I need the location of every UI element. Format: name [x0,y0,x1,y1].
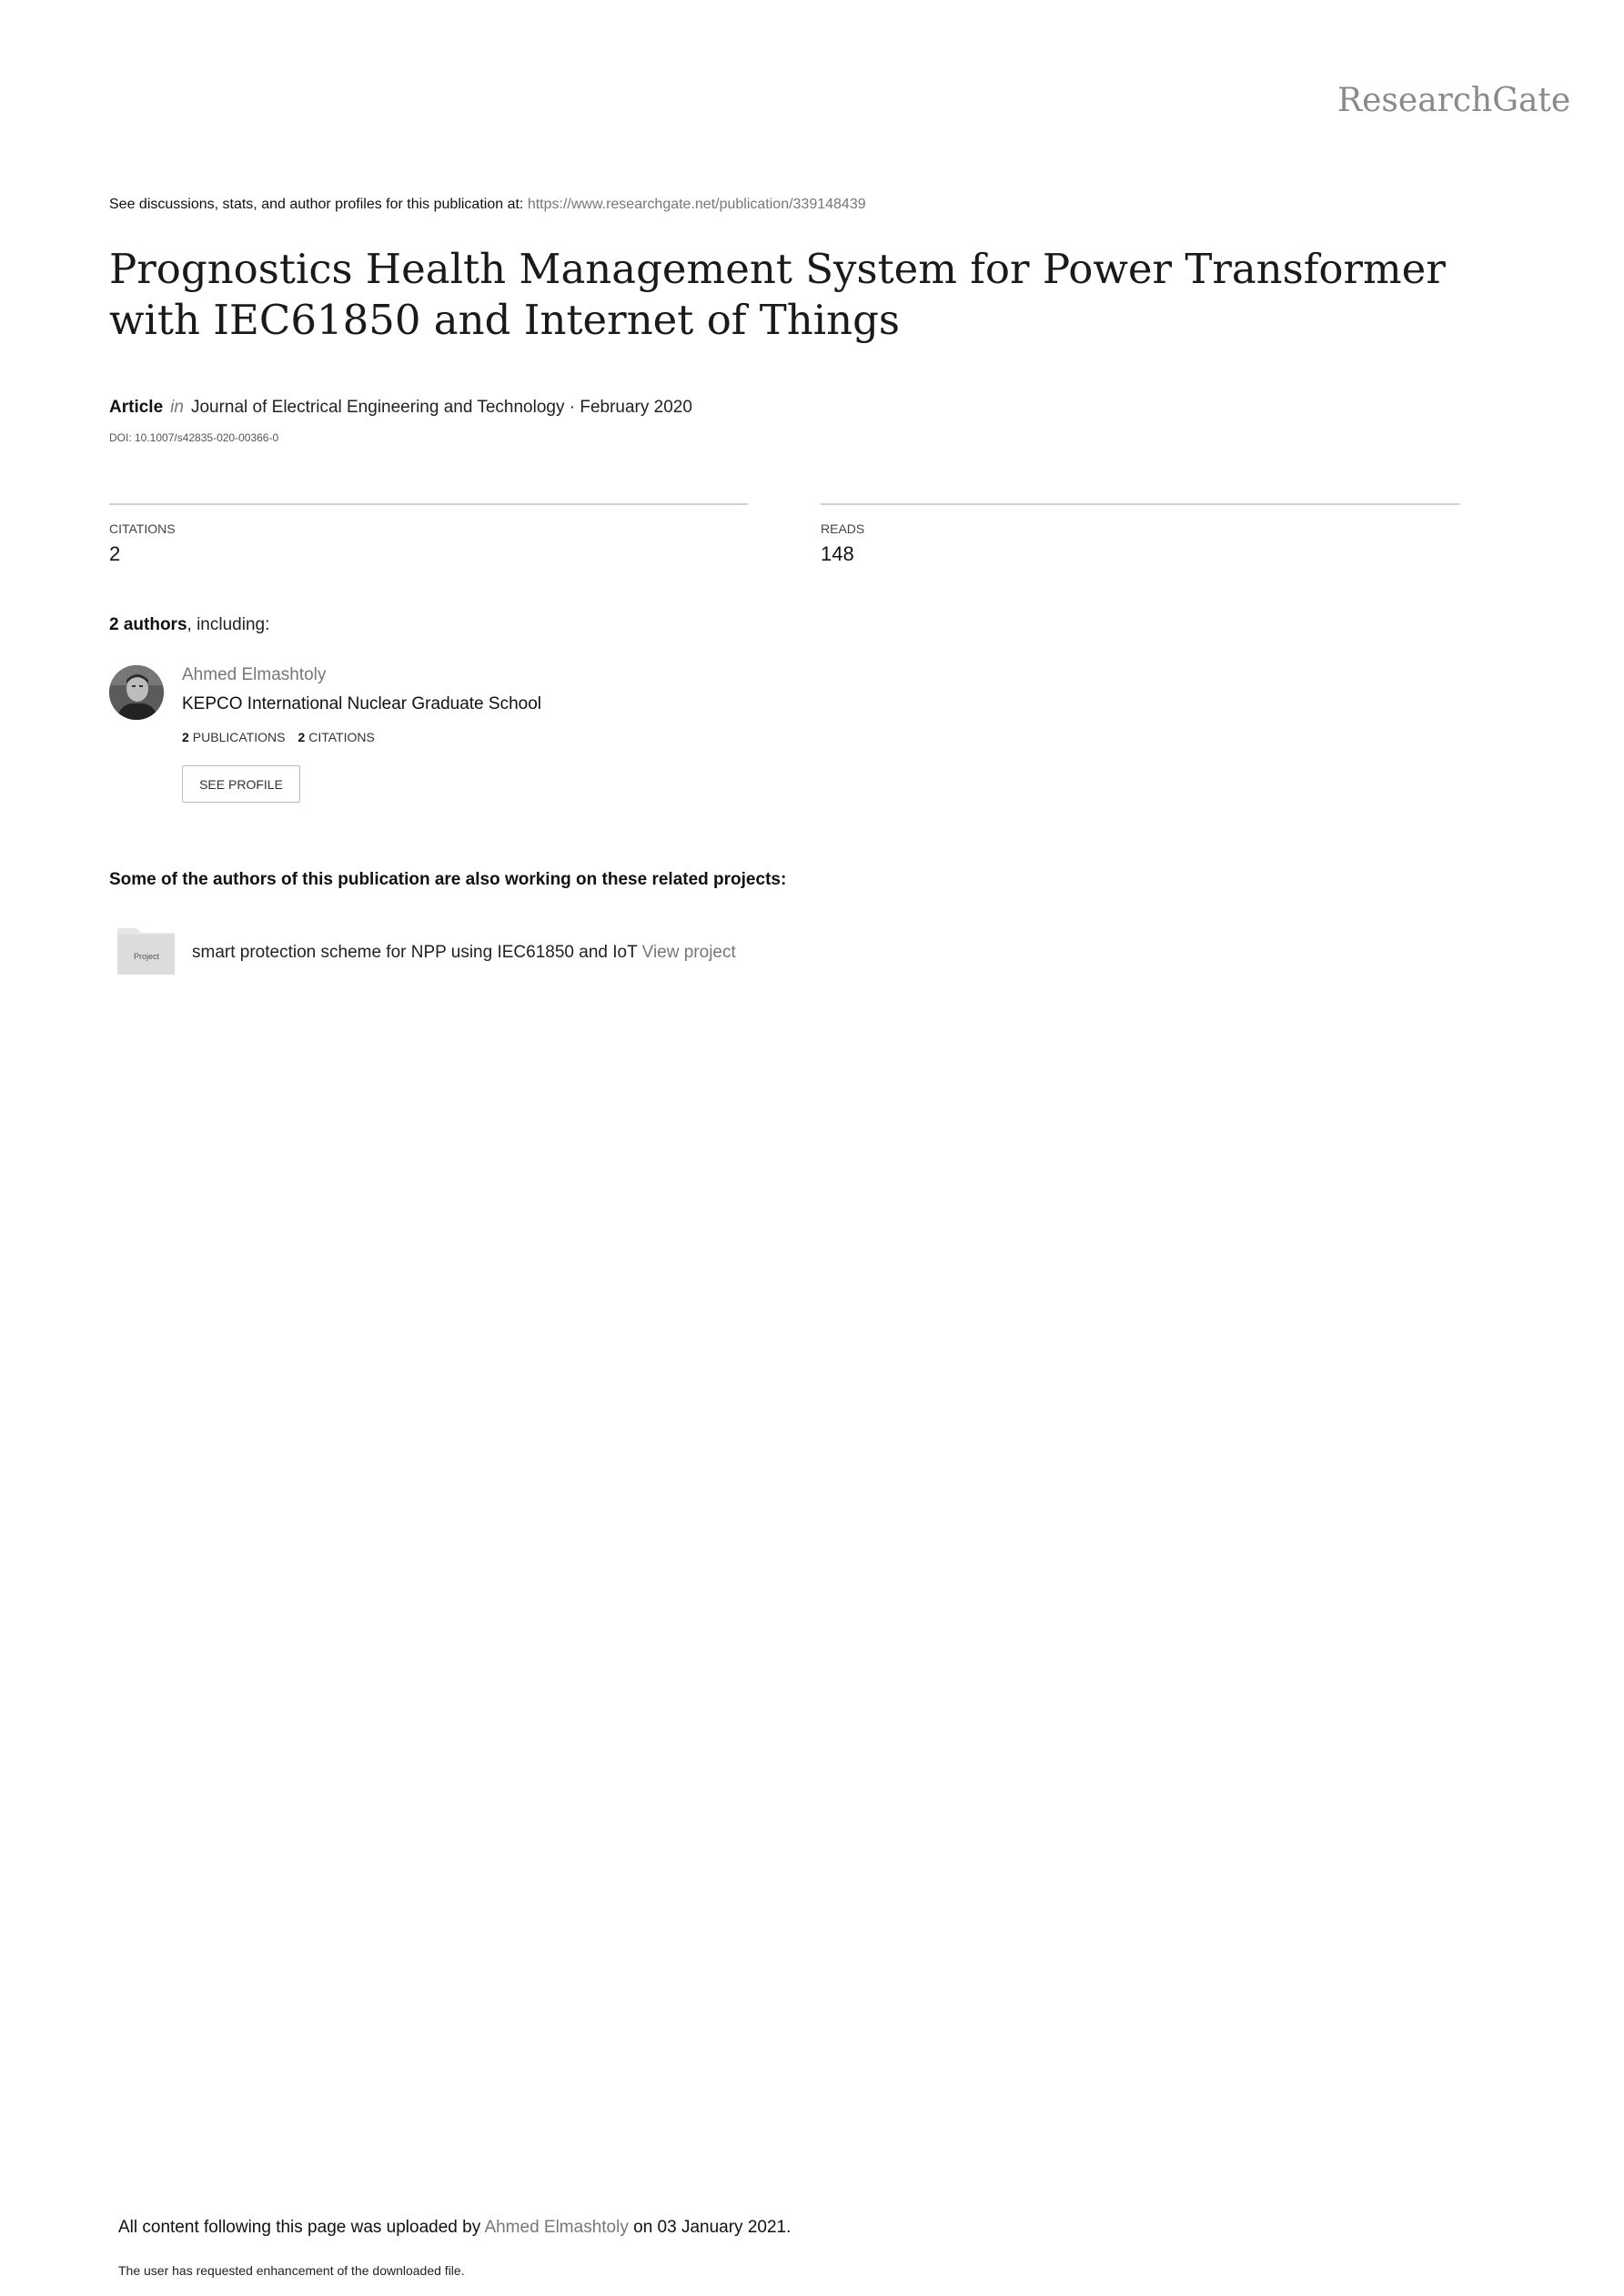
discussion-line [109,197,866,213]
project-entry [192,943,736,963]
project-folder-icon [116,925,176,976]
in-word: in [170,398,184,417]
citations-label: CITATIONS [109,521,176,536]
publication-venue-date: Journal of Electrical Engineering and Technology · February 2020 [190,398,692,417]
publication-type: Article [109,398,164,417]
discussion-prefix: See discussions, stats, and author profiles for this publication at: [109,197,528,212]
reads-label: READS [821,521,865,536]
enhancement-note: The user has requested enhancement of the downloaded file. [118,2263,465,2278]
view-project-link[interactable]: View project [641,943,736,962]
project-icon-label: Project [133,952,160,961]
authors-count: 2 authors [109,615,187,634]
publication-url-link[interactable]: https://www.researchgate.net/publication/339148439 [527,197,866,212]
upload-prefix: All content following this page was uploaded by [118,2218,485,2237]
publication-title: Prognostics Health Management System for Power Transformer with IEC61850 and Internet of Things [109,245,1446,344]
author-institution: KEPCO International Nuclear Graduate School [182,694,541,713]
author-photo-icon [109,665,164,720]
publication-meta [109,398,692,418]
uploader-link[interactable]: Ahmed Elmashtoly [484,2218,629,2237]
author-stats [182,730,375,744]
author-publications-count: 2 [182,730,189,744]
publication-doi: DOI: 10.1007/s42835-020-00366-0 [109,431,279,444]
see-profile-button[interactable]: SEE PROFILE [182,765,300,803]
researchgate-logo: ResearchGate [1337,82,1571,119]
author-name-link[interactable]: Ahmed Elmashtoly [182,665,327,684]
author-publications-label: PUBLICATIONS [192,730,286,744]
author-avatar[interactable] [109,665,164,720]
citations-value: 2 [109,542,121,565]
upload-notice [118,2218,791,2238]
reads-value: 148 [821,542,854,565]
author-citations-label: CITATIONS [308,730,375,744]
author-citations-count: 2 [298,730,306,744]
reads-divider [821,503,1459,505]
related-projects-heading: Some of the authors of this publication are also working on these related projects: [109,870,787,889]
upload-suffix: on 03 January 2021. [628,2218,792,2237]
authors-suffix: , including: [187,615,270,634]
citations-divider [109,503,748,505]
authors-heading [109,615,269,635]
project-title: smart protection scheme for NPP using IEC61850 and IoT [192,943,638,962]
